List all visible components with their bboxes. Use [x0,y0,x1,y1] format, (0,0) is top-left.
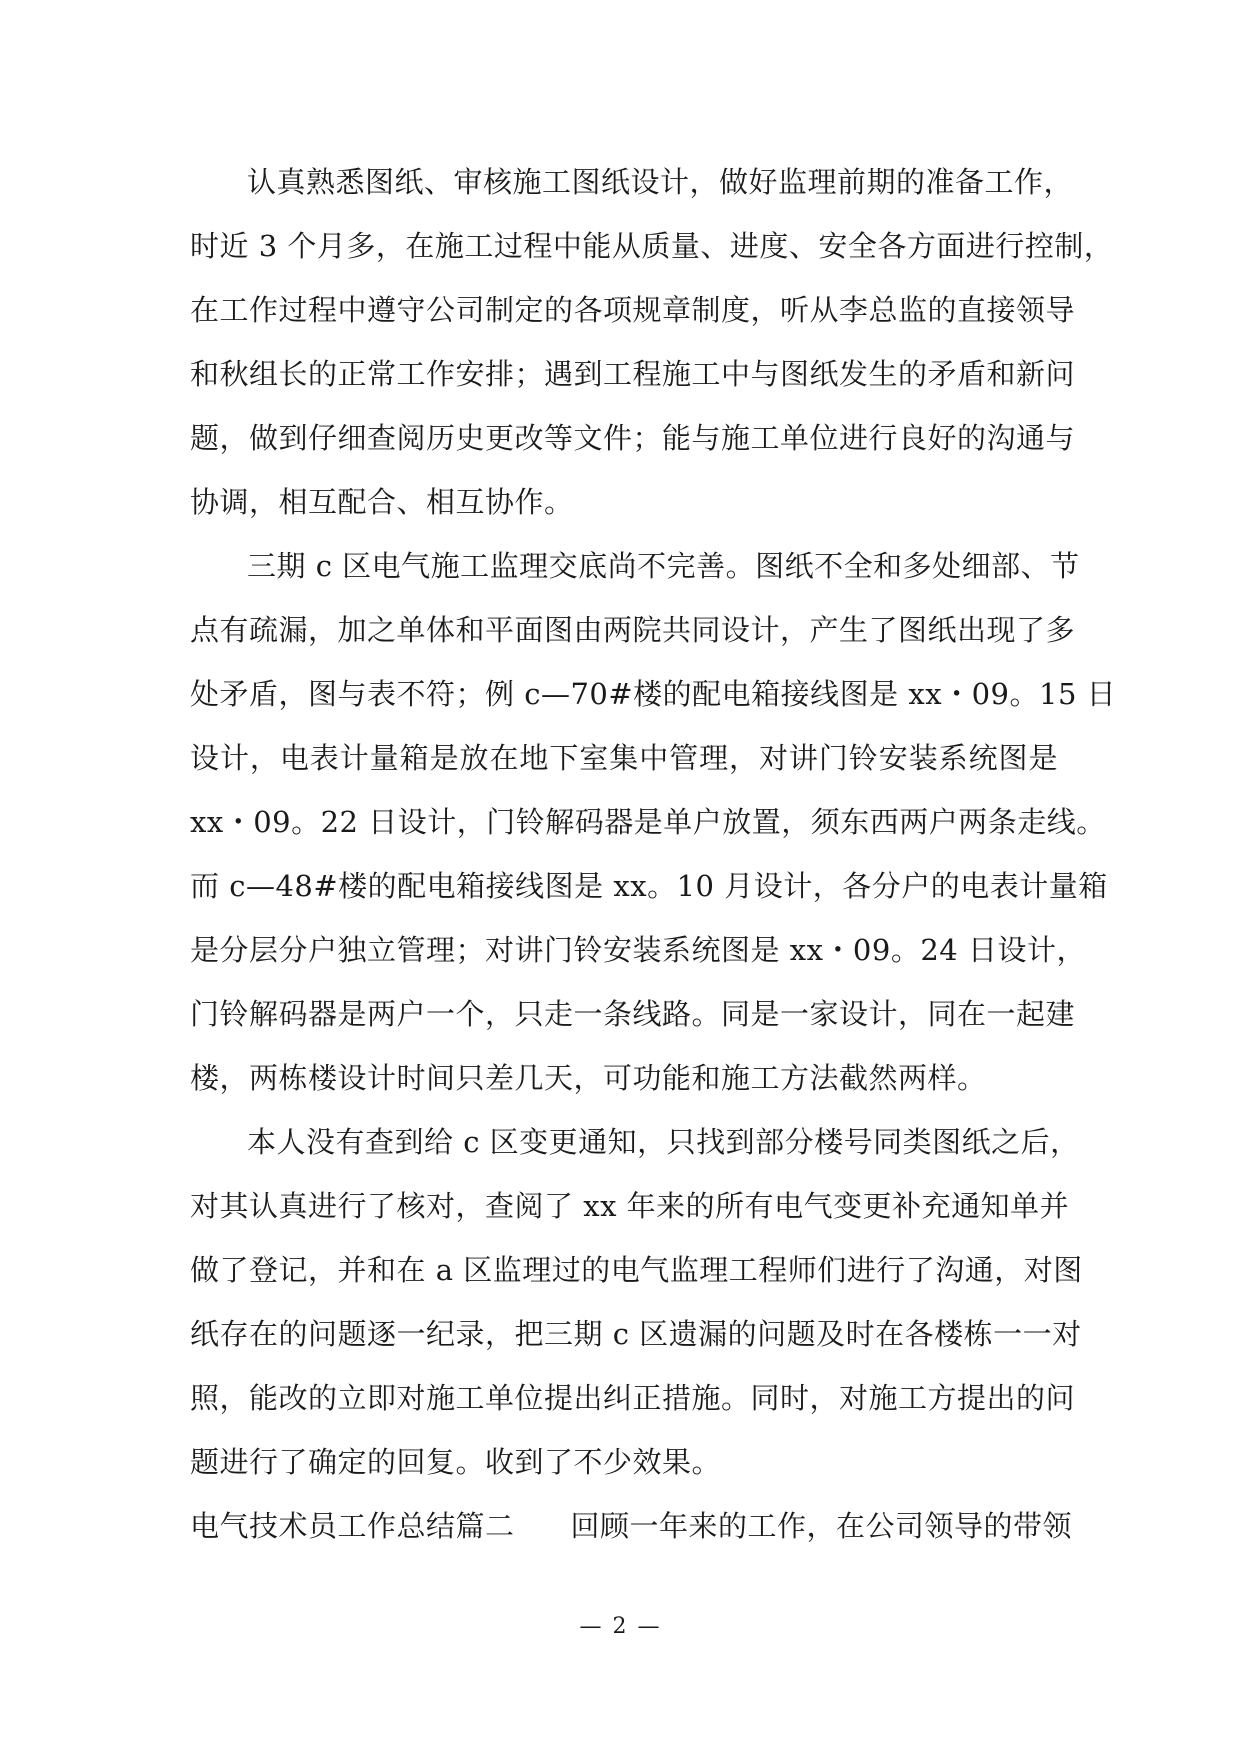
text-line: 协调，相互配合、相互协作。 [190,485,574,519]
text-line: 点有疏漏，加之单体和平面图由两院共同设计，产生了图纸出现了多 [190,613,1076,647]
text-line: 是分层分户独立管理；对讲门铃安装系统图是 xx・09。24 日设计， [190,933,1086,967]
text-line: 题，做到仔细查阅历史更改等文件；能与施工单位进行良好的沟通与 [190,421,1076,455]
text-line: 和秋组长的正常工作安排；遇到工程施工中与图纸发生的矛盾和新问 [190,357,1076,391]
section-heading: 电气技术员工作总结篇二 [190,1509,515,1543]
text-line: 纸存在的问题逐一纪录，把三期 c 区遗漏的问题及时在各楼栋一一对 [190,1317,1082,1351]
text-line: 在工作过程中遵守公司制定的各项规章制度，听从李总监的直接领导 [190,293,1076,327]
text-line: 题进行了确定的回复。收到了不少效果。 [190,1445,722,1479]
text-line: 照，能改的立即对施工单位提出纠正措施。同时，对施工方提出的问 [190,1381,1076,1415]
document-body [190,150,1117,1558]
paragraph-3 [190,1110,1083,1494]
text-line: 做了登记，并和在 a 区监理过的电气监理工程师们进行了沟通，对图 [190,1253,1083,1287]
text-line: 三期 c 区电气施工监理交底尚不完善。图纸不全和多处细部、节 [247,549,1080,583]
page-number: — 2 — [579,1614,662,1639]
text-line: 而 c—48#楼的配电箱接线图是 xx。10 月设计，各分户的电表计量箱 [190,869,1108,903]
section-intro-text: 回顾一年来的工作，在公司领导的带领 [570,1509,1073,1543]
text-line: 时近 3 个月多，在施工过程中能从质量、进度、安全各方面进行控制， [190,229,1114,263]
text-line: 楼，两栋楼设计时间只差几天，可功能和施工方法截然两样。 [190,1061,987,1095]
text-line: 对其认真进行了核对，查阅了 xx 年来的所有电气变更补充通知单并 [190,1189,1070,1223]
text-line: 门铃解码器是两户一个，只走一条线路。同是一家设计，同在一起建 [190,997,1076,1031]
paragraph-2 [190,534,1117,1110]
text-line: 处矛盾，图与表不符；例 c—70#楼的配电箱接线图是 xx・09。15 日 [190,677,1117,711]
text-line: 设计，电表计量箱是放在地下室集中管理，对讲门铃安装系统图是 [190,741,1058,775]
section-heading-line [190,1494,1073,1558]
paragraph-1 [190,150,1114,534]
text-line: xx・09。22 日设计，门铃解码器是单户放置，须东西两户两条走线。 [190,805,1106,839]
text-line: 认真熟悉图纸、审核施工图纸设计，做好监理前期的准备工作， [247,165,1074,199]
text-line: 本人没有查到给 c 区变更通知，只找到部分楼号同类图纸之后， [247,1125,1080,1159]
